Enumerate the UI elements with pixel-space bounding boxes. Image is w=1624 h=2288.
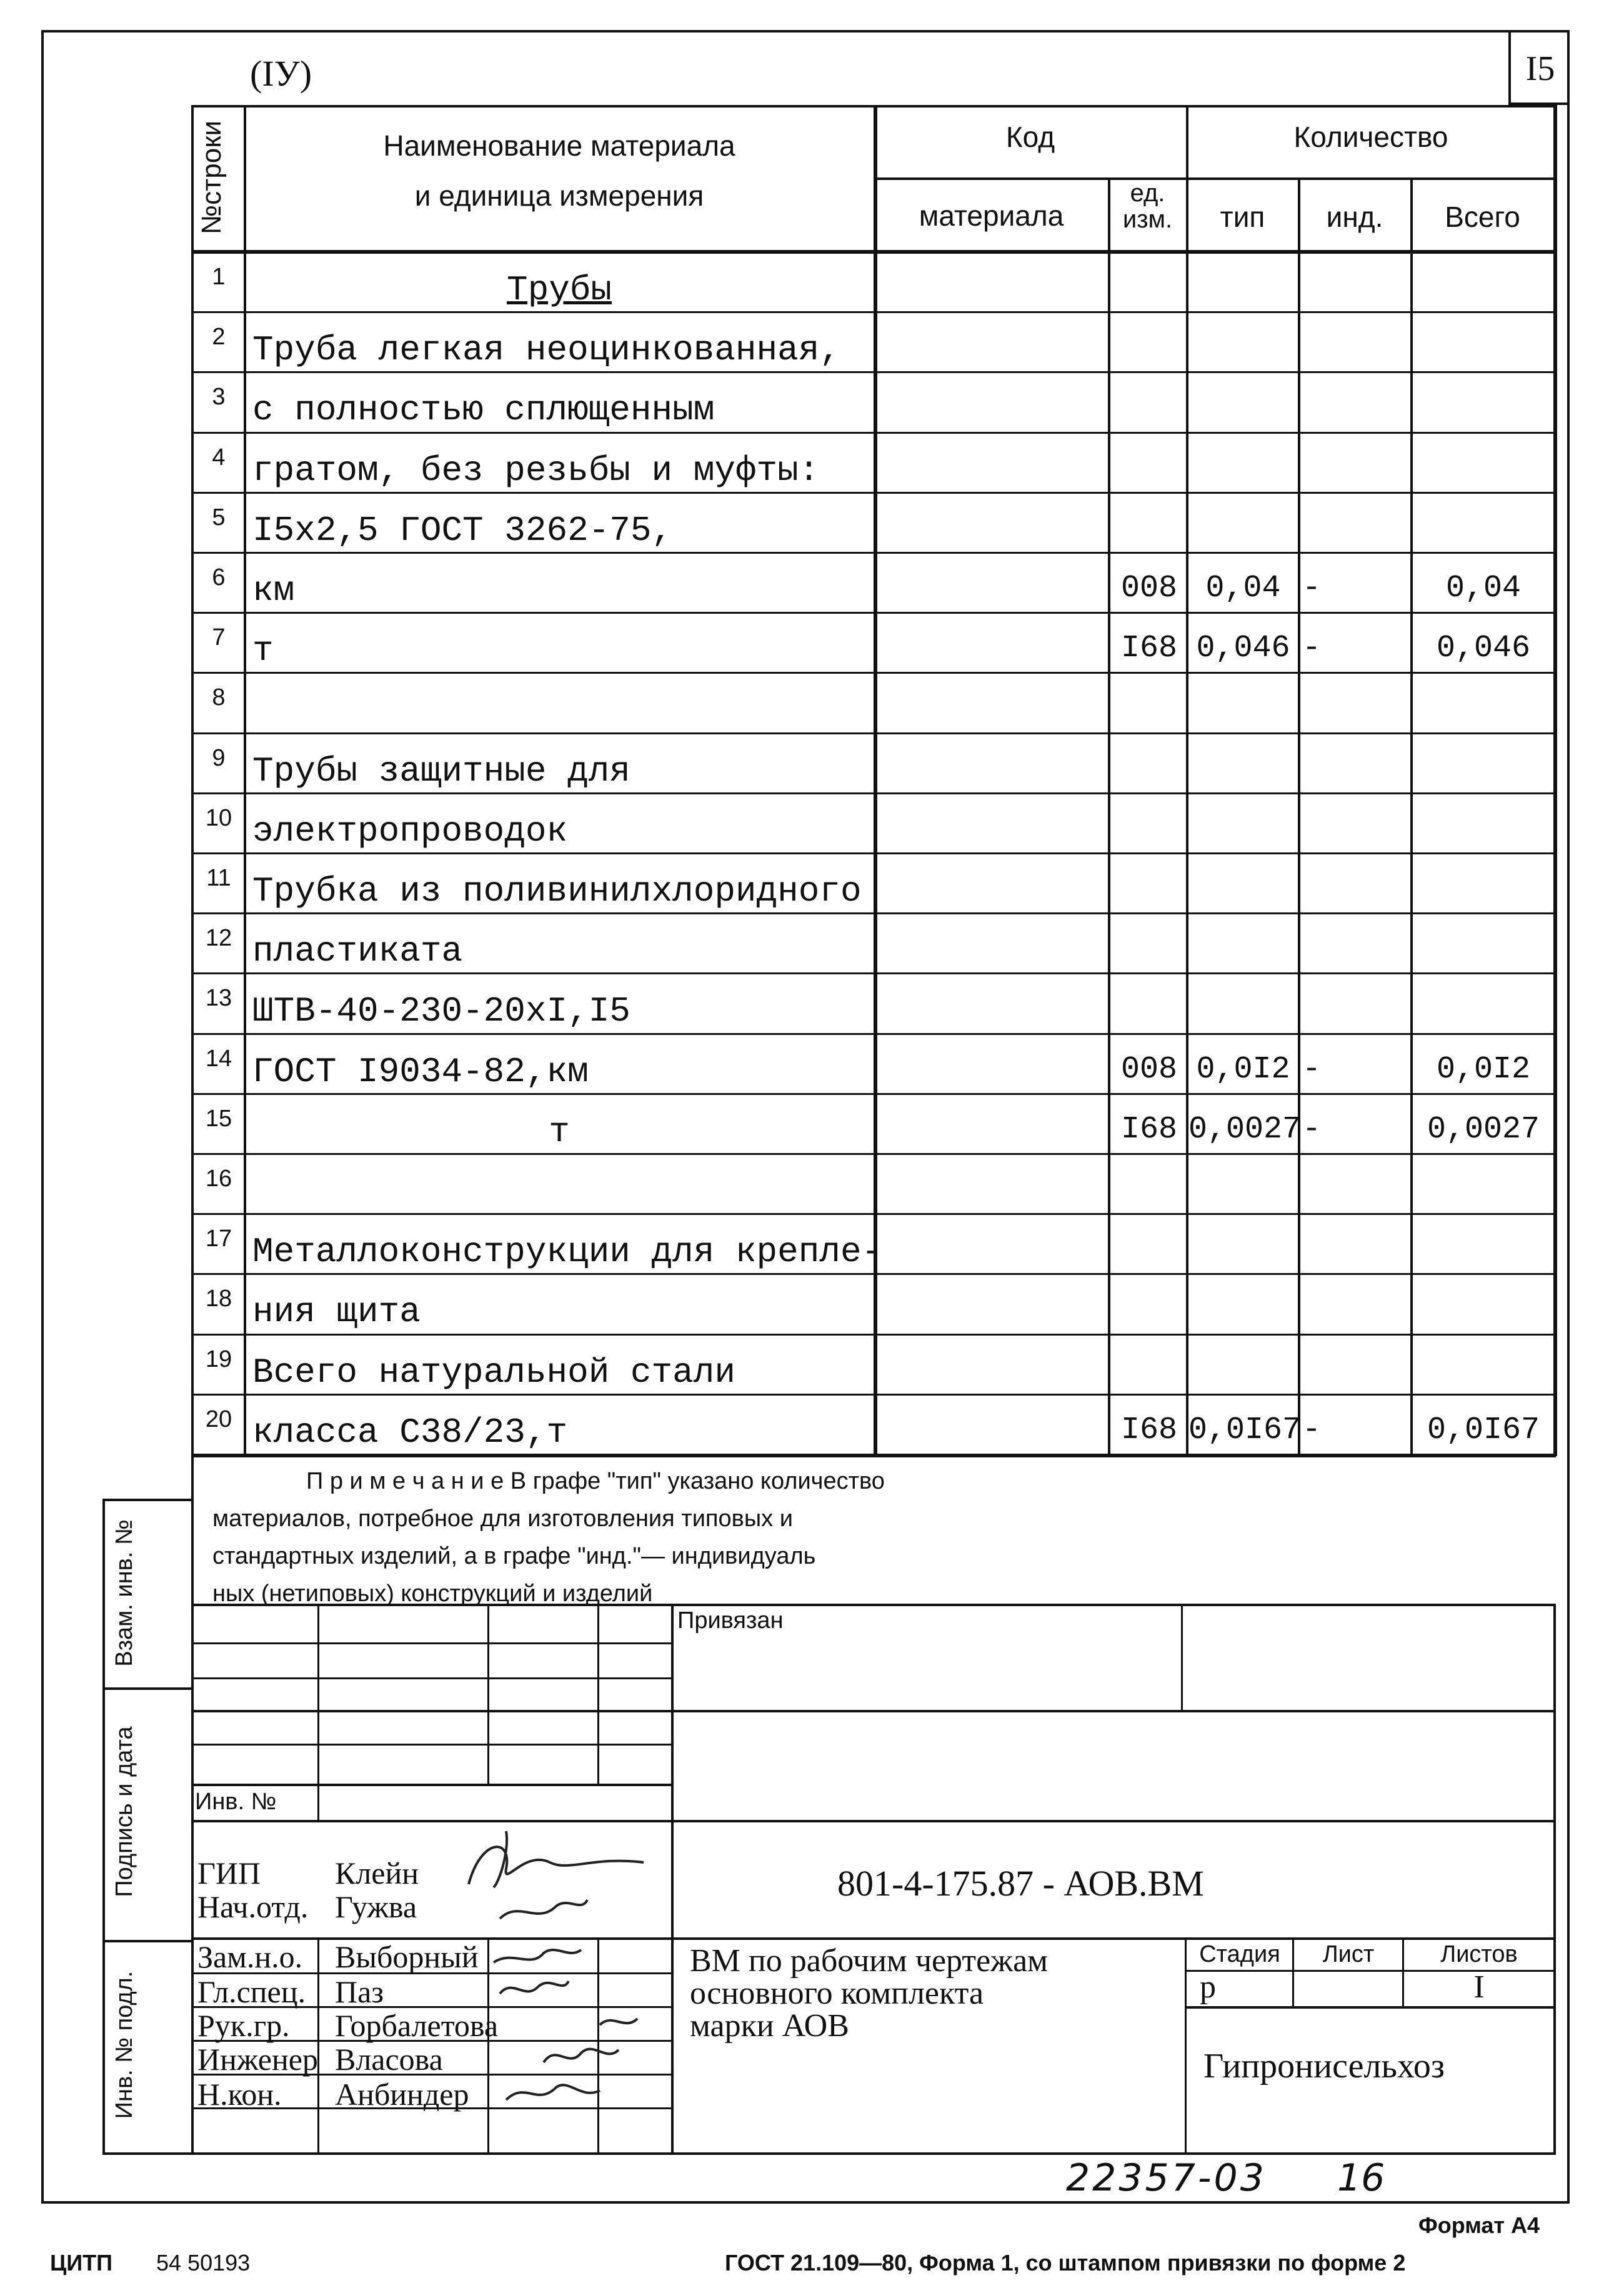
header-name-line1: Наименование материала xyxy=(383,129,735,162)
stamp-inv-no: Инв. № xyxy=(195,1789,277,1815)
row-name: гратом, без резьбы и муфты: xyxy=(252,450,820,491)
row-number: 11 xyxy=(206,865,231,891)
row-number: 6 xyxy=(212,564,226,591)
format-label: Формат А4 xyxy=(1418,2212,1540,2238)
row-separator xyxy=(191,972,1556,974)
row-name: Трубы xyxy=(506,270,612,310)
stamp-person-role: Гл.спец. xyxy=(197,1974,306,2009)
stamp-v3-upper xyxy=(597,1604,599,1784)
row-separator xyxy=(191,1394,1556,1396)
stamp-organization: Гипронисельхоз xyxy=(1203,2047,1445,2086)
col-unit-divider xyxy=(1186,105,1188,1456)
row-ind: - xyxy=(1302,1111,1322,1147)
note-line-1 xyxy=(212,1462,885,1500)
side-strip-bottom xyxy=(102,2152,191,2155)
row-total: 0,04 xyxy=(1445,571,1522,606)
row-separator xyxy=(191,792,1556,794)
row-name: I5x2,5 ГОСТ 3262-75, xyxy=(252,510,673,551)
row-number: 18 xyxy=(205,1286,232,1312)
stamp-doc-code: 801-4-175.87 - АОВ.ВМ xyxy=(837,1863,1204,1904)
signature-vybornyi xyxy=(494,1950,581,1962)
sheet-number: I5 xyxy=(1525,49,1555,88)
footer-org: ЦИТП xyxy=(50,2250,113,2276)
header-code: Код xyxy=(1005,121,1055,153)
row-separator xyxy=(191,912,1556,914)
stamp-person-name: Выборный xyxy=(335,1939,479,1974)
row-number: 13 xyxy=(205,985,232,1012)
row-number: 3 xyxy=(212,384,226,411)
row-name: Трубы защитные для xyxy=(252,751,630,791)
signature-klein-stroke xyxy=(494,1831,507,1887)
row-separator xyxy=(191,1033,1556,1035)
stamp-title-line2: основного комплекта xyxy=(690,1976,984,2011)
stamp-stage-value: р xyxy=(1200,1969,1216,2005)
row-number: 8 xyxy=(212,684,226,711)
stamp-person-role: Зам.н.о. xyxy=(197,1939,303,1974)
side-strip-left xyxy=(102,1499,105,2155)
footer-standard: ГОСТ 21.109—80, Форма 1, со штампом привязки по форме 2 xyxy=(725,2250,1406,2276)
header-ind: инд. xyxy=(1326,201,1383,233)
row-unit: I68 xyxy=(1120,631,1177,667)
row-number: 4 xyxy=(212,444,226,471)
stamp-title-line xyxy=(671,1820,1556,1822)
signature-guzhva xyxy=(500,1900,587,1919)
stamp-stage-bottom xyxy=(1185,2006,1556,2009)
row-unit: 008 xyxy=(1120,1051,1177,1087)
row-name: Металлоконструкции для крепле- xyxy=(252,1232,883,1272)
stamp-person-role: ГИП xyxy=(197,1856,261,1891)
row-separator xyxy=(191,1213,1556,1215)
header-row-number: №строки xyxy=(196,120,227,235)
row-separator xyxy=(191,492,1556,494)
stamp-stage-label: Стадия xyxy=(1199,1941,1280,1967)
stamp-v2-upper xyxy=(487,1604,489,1784)
stamp-h4 xyxy=(191,1744,672,1746)
stamp-sheets-divider xyxy=(1402,1937,1404,2006)
row-name: ГОСТ I9034-82,км xyxy=(252,1051,589,1092)
row-name: электропроводок xyxy=(252,811,568,851)
row-ind: - xyxy=(1302,571,1322,606)
row-number: 5 xyxy=(212,504,226,531)
row-unit: I68 xyxy=(1120,1111,1177,1147)
stamp-sheets-value: I xyxy=(1473,1969,1485,2005)
row-name: ния щита xyxy=(252,1292,421,1332)
stamp-person-role: Нач.отд. xyxy=(197,1889,309,1924)
stamp-v5 xyxy=(1181,1604,1183,1710)
signature-vlasova xyxy=(544,2049,619,2062)
row-total: 0,0I67 xyxy=(1427,1412,1540,1448)
row-number: 10 xyxy=(205,804,232,831)
row-separator xyxy=(191,732,1556,734)
row-separator xyxy=(191,612,1556,614)
stamp-person-name: Власова xyxy=(335,2042,443,2077)
signatures xyxy=(456,1825,681,2150)
row-number: 15 xyxy=(205,1105,232,1132)
section-label: (IУ) xyxy=(250,53,312,94)
stamp-privyazan: Привязан xyxy=(677,1607,784,1634)
stamp-v1-upper xyxy=(317,1604,319,1820)
row-type: 0,046 xyxy=(1196,631,1290,667)
row-type: 0,0I2 xyxy=(1196,1051,1290,1087)
side-label-inv-podl: Инв. № подл. xyxy=(111,1971,137,2119)
row-ind: - xyxy=(1302,1051,1322,1087)
row-number: 7 xyxy=(212,624,226,651)
header-quantity: Количество xyxy=(1293,121,1448,153)
row-number: 17 xyxy=(205,1226,232,1252)
footer-code: 54 50193 xyxy=(156,2250,251,2276)
row-name: Труба легкая неоцинкованная, xyxy=(252,330,840,371)
col-type-divider xyxy=(1298,177,1300,1456)
side-strip-top xyxy=(102,1499,191,1501)
handwritten-number: 22357-03 xyxy=(1066,2156,1267,2200)
row-separator xyxy=(191,311,1556,313)
stamp-bottom xyxy=(191,2152,1556,2155)
row-number: 12 xyxy=(205,925,232,952)
stamp-sheet-label: Лист xyxy=(1322,1941,1375,1967)
row-total: 0,0I2 xyxy=(1436,1051,1531,1087)
header-unit-line1: ед. xyxy=(1130,179,1165,207)
stamp-title xyxy=(690,1945,1048,2042)
row-name: км xyxy=(252,571,295,611)
row-separator xyxy=(191,852,1556,854)
col-ind-divider xyxy=(1410,177,1413,1456)
row-ind: - xyxy=(1302,631,1322,667)
row-number: 2 xyxy=(212,324,226,351)
row-separator xyxy=(191,1334,1556,1336)
row-type: 0,0I67 xyxy=(1188,1412,1302,1448)
row-name: Трубка из поливинилхлоридного xyxy=(252,871,862,911)
row-number: 9 xyxy=(212,744,226,771)
row-separator xyxy=(191,371,1556,373)
stamp-person-role: Рук.гр. xyxy=(197,2008,290,2043)
note-text-1: В графе "тип" указано количество xyxy=(510,1468,885,1494)
row-name: ШТВ-40-230-20хI,I5 xyxy=(252,991,630,1032)
row-number: 20 xyxy=(205,1406,232,1432)
stamp-title-line3: марки АОВ xyxy=(690,2008,849,2044)
row-name: Всего натуральной стали xyxy=(252,1352,735,1392)
row-name: класса С38/23,т xyxy=(252,1412,568,1452)
row-separator xyxy=(191,1273,1556,1275)
stamp-h3 xyxy=(191,1710,1556,1712)
stamp-h1 xyxy=(191,1642,672,1644)
table-right-border xyxy=(1553,105,1557,1456)
side-label-podpis: Подпись и дата xyxy=(111,1726,137,1897)
header-name-line2: и единица измерения xyxy=(414,179,704,212)
stamp-h5 xyxy=(191,1784,672,1786)
header-material: материала xyxy=(919,199,1064,232)
note-lead: П р и м е ч а н и е xyxy=(306,1468,504,1494)
header-type: тип xyxy=(1220,201,1265,233)
signature-anbinder xyxy=(506,2085,600,2100)
signature-klein xyxy=(469,1847,644,1884)
row-separator xyxy=(191,552,1556,554)
row-separator xyxy=(191,432,1556,434)
stamp-sheets-label: Листов xyxy=(1440,1941,1518,1967)
stamp-sheet-divider xyxy=(1292,1937,1294,2006)
row-name: т xyxy=(549,1111,570,1152)
row-number: 14 xyxy=(205,1045,232,1072)
row-type: 0,0027 xyxy=(1188,1111,1302,1147)
stamp-person-role: Н.кон. xyxy=(197,2077,282,2112)
subheader-line xyxy=(875,177,1556,180)
signature-gorbaletova xyxy=(600,2019,637,2025)
stamp-right xyxy=(1553,1604,1556,2152)
note-line-3: стандартных изделий, а в графе "инд."— индивидуаль xyxy=(212,1543,816,1569)
row-number: 16 xyxy=(205,1166,232,1192)
row-separator xyxy=(191,1153,1556,1155)
stamp-person-name: Горбалетова xyxy=(335,2008,499,2043)
note-line-4: ных (нетиповых) конструкций и изделий xyxy=(212,1581,653,1607)
stamp-person-name: Клейн xyxy=(335,1856,419,1891)
header-unit xyxy=(1109,180,1186,232)
header-unit-line2: изм. xyxy=(1122,206,1173,233)
stamp-person-name: Паз xyxy=(335,1974,384,2009)
note-line-2: материалов, потребное для изготовления типовых и xyxy=(212,1506,793,1532)
handwritten-page: 16 xyxy=(1337,2156,1385,2200)
note-block xyxy=(212,1462,885,1612)
col-material-divider xyxy=(1108,177,1110,1456)
row-name: с полностью сплющенным xyxy=(252,390,715,431)
stamp-person-name: Анбиндер xyxy=(335,2077,469,2112)
row-separator xyxy=(191,672,1556,674)
stamp-top xyxy=(191,1604,1556,1606)
side-label-vzam: Взам. инв. № xyxy=(111,1519,137,1667)
row-unit: I68 xyxy=(1120,1412,1177,1448)
row-number: 1 xyxy=(212,264,226,290)
header-total: Всего xyxy=(1445,201,1520,233)
row-type: 0,04 xyxy=(1205,571,1281,606)
signature-paz xyxy=(500,1981,569,1994)
stamp-person-role: Инженер xyxy=(197,2042,318,2077)
stamp-h2 xyxy=(191,1677,672,1679)
row-number: 19 xyxy=(205,1346,232,1372)
row-name: пластиката xyxy=(252,931,463,972)
row-name: т xyxy=(252,631,274,671)
row-total: 0,046 xyxy=(1436,631,1531,667)
row-unit: 008 xyxy=(1120,571,1177,606)
row-total: 0,0027 xyxy=(1427,1111,1540,1147)
row-ind: - xyxy=(1302,1412,1322,1448)
stamp-person-name: Гужва xyxy=(335,1889,417,1924)
stamp-title-line1: ВМ по рабочим чертежам xyxy=(690,1943,1049,1979)
row-separator xyxy=(191,1093,1556,1095)
